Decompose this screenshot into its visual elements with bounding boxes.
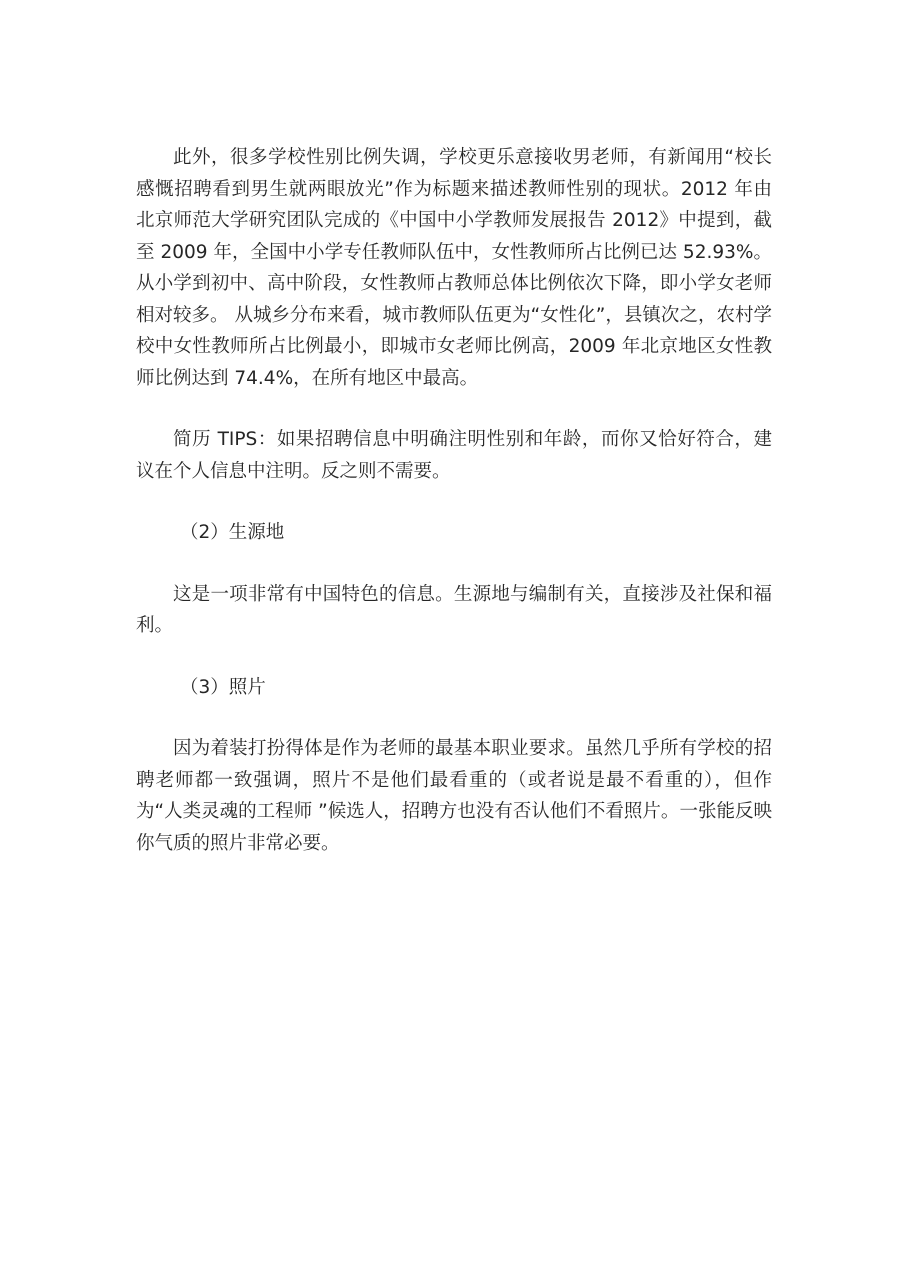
paragraph-gender-ratio: 此外，很多学校性别比例失调，学校更乐意接收男老师，有新闻用“校长感慨招聘看到男生就两眼放光”作为标题来描述教师性别的现状。2012 年由北京师范大学研究团队完成的《中国中小学教师发展报告 2012》中提到，截至 2009 年，全国中小学专任教师队伍中，女性教师所占比例已达 52.93%。从小学到初中、高中阶段，女性教师占教师总体比例依次下降，即小学女老师相对较多。 从城乡分布来看，城市教师队伍更为“女性化”，县镇次之，农村学校中女性教师所占比例最小，即城市女老师比例高，2009 年北京地区女性教师比例达到 74.4%，在所有地区中最高。 xyxy=(136,147,772,389)
paragraph-photo: 因为着装打扮得体是作为老师的最基本职业要求。虽然几乎所有学校的招聘老师都一致强调，照片不是他们最看重的（或者说是最不看重的），但作为“人类灵魂的工程师 ”候选人，招聘方也没有否认他们不看照片。一张能反映你气质的照片非常必要。 xyxy=(136,738,772,854)
paragraph-spacer xyxy=(136,487,772,517)
paragraph-resume-tips: 简历 TIPS：如果招聘信息中明确注明性别和年龄，而你又恰好符合，建议在个人信息中注明。反之则不需要。 xyxy=(136,429,772,482)
paragraph-spacer xyxy=(136,394,772,424)
paragraph-spacer xyxy=(136,549,772,579)
paragraph-origin: 这是一项非常有中国特色的信息。生源地与编制有关，直接涉及社保和福利。 xyxy=(136,583,772,636)
section-heading-origin: （2）生源地 xyxy=(180,522,285,543)
document-body xyxy=(136,142,772,859)
section-heading-photo: （3）照片 xyxy=(180,676,266,698)
paragraph-spacer xyxy=(136,703,772,733)
paragraph-spacer xyxy=(136,642,772,672)
